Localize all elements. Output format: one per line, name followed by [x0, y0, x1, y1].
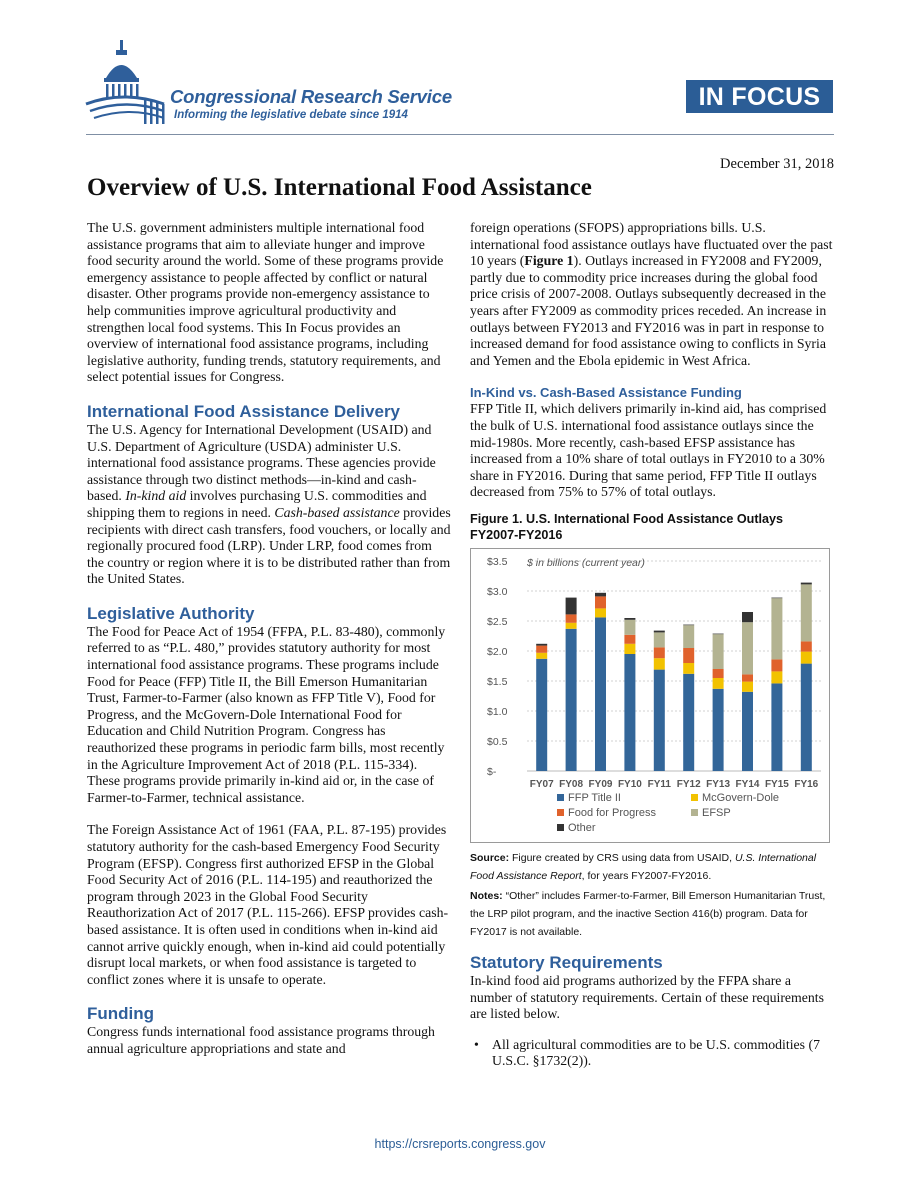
legend-label: Food for Progress — [568, 806, 657, 819]
bar-segment — [742, 682, 753, 692]
bar-segment — [624, 635, 635, 644]
bar-segment — [624, 620, 635, 635]
inkind-term: In-kind aid — [125, 488, 187, 504]
bar-segment — [771, 683, 782, 771]
bar-segment — [801, 583, 812, 585]
bar-segment — [771, 598, 782, 659]
funding-paragraph: Congress funds international food assistance programs through annual agriculture appropriations and state and — [87, 1024, 435, 1056]
x-tick-label: FY11 — [647, 778, 671, 790]
bar-segment — [713, 634, 724, 635]
x-tick-label: FY13 — [706, 778, 731, 790]
bar-segment — [771, 671, 782, 683]
y-tick-label: $2.0 — [487, 645, 508, 658]
bar-segment — [595, 608, 606, 617]
y-tick-label: $3.5 — [487, 555, 508, 568]
x-tick-label: FY16 — [794, 778, 819, 790]
legislative-paragraph-1: The Food for Peace Act of 1954 (FFPA, P.L. 83-480), commonly referred to as “P.L. 480,” provides statutory authority for most international food assistance programs. These programs include Food for Peace (FFP) Title II, the Bill Emerson Humanitarian Trust, Farmer-to-Farmer (also known as FFP Title V), Food for Progress, and the McGovern-Dole International Food for Education and Child Nutrition Program. Congress has reauthorized these programs in periodic farm bills, most recently in the Agriculture Improvement Act of 2018 (P.L. 115-334). These programs provide primarily in-kind aid or, in the case of Farmer-to-Farmer, technical assistance. — [87, 623, 446, 805]
bar-segment — [801, 664, 812, 771]
figure-source: Source: Figure created by CRS using data from USAID, U.S. International Food Assistance Report, for years FY2007-FY2016. — [470, 851, 817, 882]
legend-swatch — [691, 794, 698, 801]
x-tick-label: FY10 — [617, 778, 642, 790]
inkind-paragraph: FFP Title II, which delivers primarily in-kind aid, has comprised the bulk of U.S. international food assistance outlays since the mid-1980s. More recently, cash-based EFSP assistance has increased from a 10% share of total outlays in FY2010 to a 30% share in FY2016. During that same period, FFP Title II outlays decreased from 75% to 57% of total outlays. — [470, 401, 827, 500]
legend-swatch — [691, 809, 698, 816]
bar-segment — [536, 646, 547, 653]
x-tick-label: FY07 — [529, 778, 554, 790]
section-heading-statutory: Statutory Requirements — [470, 952, 663, 972]
bar-segment — [595, 617, 606, 771]
bar-segment — [771, 659, 782, 671]
in-focus-badge: IN FOCUS — [686, 80, 833, 113]
org-tagline: Informing the legislative debate since 1914 — [174, 109, 408, 121]
x-tick-label: FY15 — [764, 778, 789, 790]
legend-label: FFP Title II — [568, 791, 621, 804]
capitol-dome-logo — [84, 40, 166, 126]
y-tick-label: $1.0 — [487, 705, 508, 718]
bar-segment — [742, 622, 753, 674]
x-tick-label: FY14 — [735, 778, 760, 790]
bar-segment — [566, 623, 577, 629]
bar-segment — [536, 659, 547, 771]
bar-segment — [566, 598, 577, 615]
publication-date: December 31, 2018 — [720, 156, 834, 172]
subsection-heading-inkind: In-Kind vs. Cash-Based Assistance Funding — [470, 385, 742, 401]
x-tick-label: FY12 — [676, 778, 701, 790]
bar-segment — [595, 596, 606, 608]
requirements-list — [470, 1037, 834, 1070]
org-name: Congressional Research Service — [170, 86, 452, 107]
bar-segment — [683, 625, 694, 648]
bar-segment — [595, 593, 606, 597]
bar-segment — [536, 653, 547, 659]
list-item: • All agricultural commodities are to be U.S. commodities (7 U.S.C. §1732(2)). — [470, 1037, 834, 1070]
legend-swatch — [557, 794, 564, 801]
bar-segment — [654, 658, 665, 669]
bar-segment — [654, 631, 665, 633]
bar-segment — [624, 654, 635, 771]
section-heading-funding: Funding — [87, 1004, 155, 1024]
bar-segment — [713, 669, 724, 678]
bar-segment — [683, 625, 694, 626]
bar-segment — [566, 629, 577, 771]
bar-segment — [654, 670, 665, 771]
document-title: Overview of U.S. International Food Assistance — [87, 174, 592, 201]
footer-url[interactable]: https://crsreports.congress.gov — [374, 1137, 546, 1151]
bar-segment — [624, 644, 635, 654]
figure-reference: Figure 1 — [524, 253, 574, 269]
legend-label: McGovern-Dole — [702, 791, 780, 804]
y-tick-label: $3.0 — [487, 585, 508, 598]
chart-title: $ in billions (current year) — [527, 556, 645, 569]
figure-title: Figure 1. U.S. International Food Assistance Outlays FY2007-FY2016 — [470, 511, 784, 542]
bar-segment — [742, 692, 753, 771]
bar-segment — [654, 632, 665, 647]
cash-term: Cash-based assistance — [274, 504, 400, 520]
bar-segment — [801, 584, 812, 641]
bar-segment — [801, 652, 812, 664]
figure-notes: Notes: “Other” includes Farmer-to-Farmer, Bill Emerson Humanitarian Trust, the LRP pilot program, and the inactive Section 416(b) program. Data for FY2017 is not available. — [470, 889, 826, 938]
x-tick-label: FY08 — [559, 778, 584, 790]
outlays-stacked-bar-chart — [471, 549, 829, 842]
bar-segment — [683, 674, 694, 771]
legend-swatch — [557, 809, 564, 816]
header-divider — [86, 134, 834, 135]
legend-swatch — [557, 824, 564, 831]
legislative-paragraph-2: The Foreign Assistance Act of 1961 (FAA, P.L. 87-195) provides statutory authority for the cash-based Emergency Food Security Program (EFSP). Congress first authorized EFSP in the Global Food Security Act of 2016 (P.L. 114-195) and reauthorized the program through 2023 in the Global Food Security Reauthorization Act of 2017 (P.L. 115-266). EFSP provides cash-based assistance. It is often used in conditions when in-kind aid cannot arrive quickly enough, when in-kind aid could potentially disrupt local markets, or when food assistance is targeted to conflict zones where it is unsafe to operate. — [87, 822, 449, 987]
bar-segment — [801, 641, 812, 651]
bar-segment — [742, 612, 753, 622]
funding-paragraph-continued: foreign operations (SFOPS) appropriations bills. U.S. international food assistance outlays have fluctuated over the past 10 years (Figure 1). Outlays increased in FY2008 and FY2009, partly due to commodity price increases during the global food price crisis of 2007-2008. Outlays subsequently decreased in the years after FY2009 as commodity prices receded. An increase in outlays between FY2013 and FY2016 was in part in response to increased demand for food assistance owing to conflicts in Syria and Yemen and the Ebola epidemic in West Africa. — [470, 220, 833, 368]
statutory-paragraph: In-kind food aid programs authorized by the FFPA share a number of statutory requirements. Certain of these requirements are listed below. — [470, 972, 825, 1022]
bar-segment — [713, 678, 724, 689]
section-heading-delivery: International Food Assistance Delivery — [87, 401, 401, 421]
delivery-paragraph: The U.S. Agency for International Development (USAID) and U.S. Department of Agriculture (USDA) administer U.S. international food assistance programs. These agencies provide assistance through two distinct methods—in-kind and cash-based. In-kind aid involves purchasing U.S. commodities and shipping them to regions in need. Cash-based assistance provides recipients with direct cash transfers, food vouchers, or locally and regionally procured food (LRP). Under LRP, food comes from the country or region where it is to be distributed rather than from the United States. — [87, 421, 451, 587]
legend-label: Other — [568, 821, 596, 834]
bar-segment — [624, 618, 635, 620]
y-tick-label: $0.5 — [487, 735, 508, 748]
x-tick-label: FY09 — [588, 778, 613, 790]
bar-segment — [683, 663, 694, 674]
bar-segment — [713, 689, 724, 771]
bar-segment — [683, 648, 694, 663]
right-column — [470, 220, 834, 1070]
left-column — [87, 220, 451, 1058]
y-tick-label: $2.5 — [487, 615, 508, 628]
chart-frame — [470, 548, 830, 843]
bar-segment — [742, 674, 753, 681]
y-tick-label: $- — [487, 765, 497, 778]
legend-label: EFSP — [702, 806, 731, 819]
bar-segment — [536, 644, 547, 646]
bar-segment — [566, 614, 577, 622]
bar-segment — [771, 598, 782, 599]
section-heading-legislative: Legislative Authority — [87, 603, 255, 623]
bar-segment — [713, 634, 724, 669]
y-tick-label: $1.5 — [487, 675, 508, 688]
intro-paragraph: The U.S. government administers multiple international food assistance programs that aim to alleviate hunger and improve food security around the world. Some of these programs provide emergency assistance to people affected by conflict or natural disaster. Other programs provide non-emergency assistance to help communities improve agricultural productivity and strengthen local food systems. This In Focus provides an overview of international food assistance programs, including legislative authority, funding trends, statutory requirements, and select potential issues for Congress. — [87, 220, 444, 385]
bar-segment — [654, 647, 665, 658]
